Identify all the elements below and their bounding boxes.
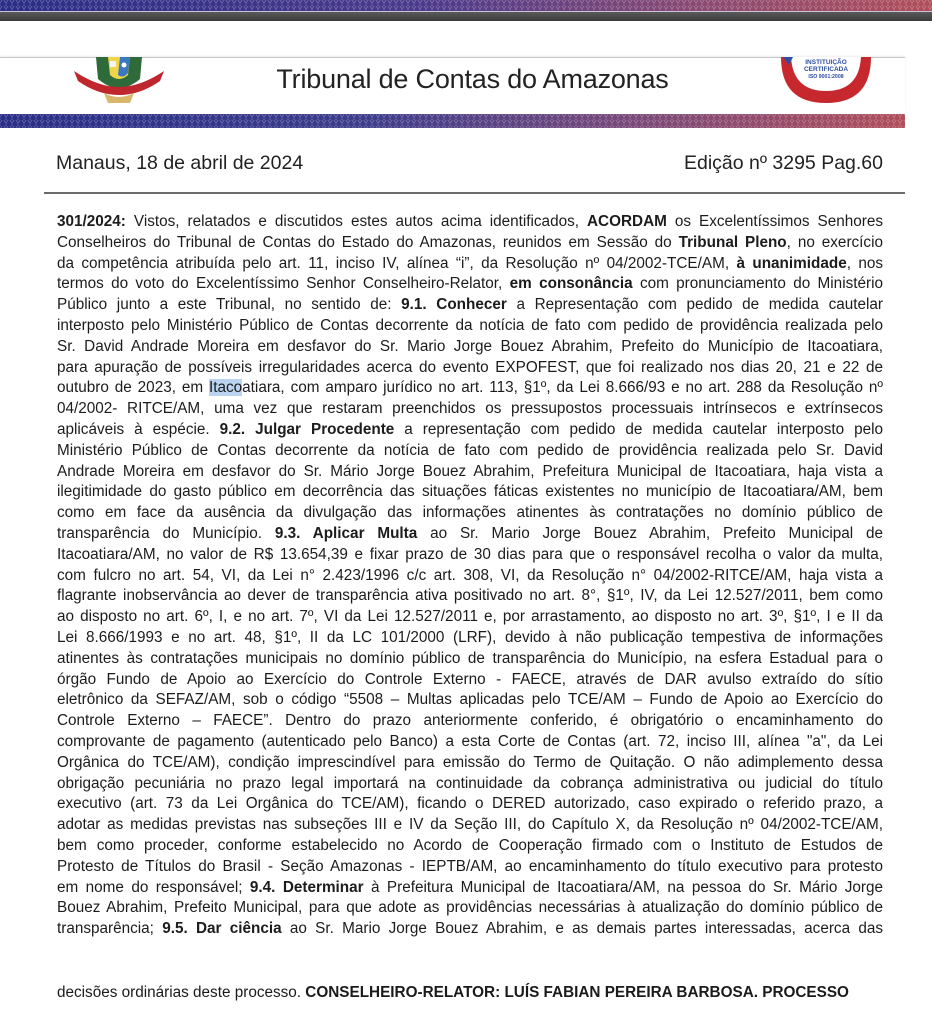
seal-text-1: INSTITUIÇÃO — [805, 59, 847, 66]
bold-text-run: 9.3. Aplicar Multa — [274, 524, 418, 542]
text-run: Sr. David Andrade Moreira em desfavor do Sr. Mario Jorge Bouez Abrahim, Prefeito do Município de Itacoatiara, — [57, 337, 883, 355]
text-run: transparência; — [57, 920, 163, 938]
text-line — [57, 358, 883, 379]
bold-text-run: à unanimidade — [736, 254, 847, 272]
text-run: Vistos, relatados e discutidos estes autos acima identificados, — [125, 213, 587, 230]
text-run: Lei 8.666/1993 e no art. 48, §1º, II da LC 101/2000 (LRF), devido à não publicação tempestiva de informações — [57, 628, 883, 646]
seal-text-2: CERTIFICADA — [803, 66, 849, 73]
text-line — [57, 462, 883, 483]
text-run: interposto pelo Ministério Público de Contas decorrente da notícia de fato com pedido de providência realizada pelo — [57, 316, 883, 334]
text-line — [57, 670, 883, 691]
text-line — [57, 337, 883, 358]
chevron-pattern — [0, 0, 932, 11]
top-decorative-band — [0, 0, 932, 11]
text-line — [57, 898, 883, 919]
text-line — [57, 836, 883, 857]
text-run: da competência atribuída pelo art. 11, inciso IV, alínea “i”, da Resolução nº 04/2002-TCE/AM, — [57, 254, 737, 272]
bold-text-run: Tribunal Pleno — [678, 233, 787, 251]
text-run: eletrônico da SEFAZ/AM, sob o código “5508 – Multas aplicadas pelo TCE/AM – Fundo de Apoio ao Exercício do — [57, 691, 883, 709]
text-run: ao Sr. Mario Jorge Bouez Abrahim, Prefeito Municipal de — [417, 524, 883, 542]
text-line — [57, 566, 883, 587]
text-line — [57, 649, 883, 670]
text-run: Controle Externo – FAECE”. Dentro do prazo anteriormente conferido, é obrigatório o encaminhamento do — [57, 712, 883, 730]
text-run: executivo (art. 73 da Lei Orgânica do TCE/AM), ficando o DERED autorizado, caso expirado o referido prazo, a — [57, 795, 883, 813]
text-run: Ministério Público de Contas decorrente da notícia de fato com pedido de providência realizada pelo Sr. David — [57, 441, 883, 459]
bold-text-run: 9.5. Dar ciência — [162, 920, 282, 938]
acordao-body-text — [57, 212, 883, 940]
text-run: atiara, com amparo jurídico no art. 113, §1º, da Lei 8.666/93 e no art. 288 da Resolução nº — [242, 379, 884, 397]
text-run: comprovante de pagamento (autenticado pelo Banco) a esta Corte de Contas (art. 72, inciso III, alínea "a", da Lei — [57, 732, 883, 750]
text-line — [57, 815, 883, 836]
text-run: ao disposto no art. 6º, I, e no art. 7º, VI da Lei 12.527/2011 e, por arrastamento, ao disposto no art. 3º, §1º, I e II da — [57, 608, 883, 626]
bold-text-run: 9.1. Conhecer — [401, 296, 507, 314]
text-run: flagrante inobservância ao dever de transparência ativa positivado no art. 8°, §1º, IV, da Lei 12.527/2011, bem como — [57, 587, 883, 605]
text-run: Público junto a este Tribunal, no sentido de: — [57, 296, 402, 314]
text-run: para apuração de possíveis irregularidades acerca do evento EXPOFEST, que foi realizado nos dias 20, 21 e 22 de — [57, 358, 883, 376]
text-line — [57, 607, 883, 628]
text-line — [57, 295, 883, 316]
text-line — [57, 857, 883, 878]
header-title: Tribunal de Contas do Amazonas — [276, 64, 669, 94]
text-line — [57, 274, 883, 295]
bold-text-run: ACORDAM — [586, 213, 667, 230]
seal-text-3: ISO 9001:2008 — [808, 74, 844, 80]
text-line — [57, 794, 883, 815]
text-run: termos do voto do Excelentíssimo Senhor Conselheiro-Relator, — [57, 275, 510, 293]
text-run: como em face da ausência da divulgação das informações atinentes às contratações no domínio público de — [57, 504, 883, 522]
text-line — [57, 628, 883, 649]
text-run: , no exercício — [786, 233, 883, 251]
text-run: órgão Fundo de Apoio ao Exercício do Controle Externo - FAECE, através de DAR avulso extraído do sítio — [57, 670, 883, 688]
text-line — [57, 378, 883, 399]
text-line — [57, 399, 883, 420]
iso-certified-seal — [777, 57, 875, 103]
text-run: Itacoatiara/AM, no valor de R$ 13.654,39 e fixar prazo de 30 dias para que o responsável recolha o valor da multa, — [57, 545, 883, 563]
text-line — [57, 545, 883, 566]
text-run: os Excelentíssimos Senhores — [666, 213, 883, 230]
text-line — [57, 441, 883, 462]
chevron-pattern — [0, 114, 905, 128]
text-line — [57, 524, 883, 545]
text-run: à Prefeitura Municipal de Itacoatiara/AM, na pessoa do Sr. Mário Jorge — [363, 878, 884, 896]
text-line — [57, 212, 883, 233]
bold-text-run: 9.2. Julgar Procedente — [219, 420, 395, 438]
text-run: Bouez Abrahim, Prefeito Municipal, para que adote as providências necessárias à atualização do domínio público de — [57, 899, 883, 917]
text-run: 04/2002- RITCE/AM, uma vez que restaram preenchidos os pressupostos processuais intrínsecos e extrínsecos — [57, 400, 883, 418]
text-line — [57, 233, 883, 254]
text-run: Protesto de Títulos do Brasil - Seção Amazonas - IEPTB/AM, ao encaminhamento do título executivo para protesto — [57, 857, 883, 875]
header-divider — [44, 192, 905, 194]
text-run: ilegitimidade do gasto público em decorrência das situações fáticas existentes no município de Itacoatiara/AM, bem — [57, 483, 883, 501]
text-run: obrigação pecuniária no prazo legal importará na continuidade da cobrança administrativa ou judicial do título — [57, 774, 883, 792]
text-line — [57, 503, 883, 524]
text-line — [57, 919, 883, 940]
selected-text-run[interactable]: Itaco — [209, 379, 243, 397]
text-line — [57, 482, 883, 503]
text-run: Conselheiros do Tribunal de Contas do Estado do Amazonas, reunidos em Sessão do — [57, 233, 679, 251]
cutoff-text — [57, 983, 883, 1004]
text-line — [57, 711, 883, 732]
bold-text-run: 9.4. Determinar — [249, 878, 364, 896]
text-run: decisões ordinárias deste processo. — [57, 984, 306, 1001]
text-run: com pronunciamento do Ministério — [632, 275, 883, 293]
text-run: com fulcro no art. 54, VI, da Lei n° 2.423/1996 c/c art. 308, VI, da Resolução n° 04/2002-RITCE/AM, haja vista a — [57, 566, 883, 584]
text-run: a Representação com pedido de medida cautelar — [506, 296, 883, 314]
bold-text-run: CONSELHEIRO-RELATOR: LUÍS FABIAN PEREIRA BARBOSA. PROCESSO — [305, 984, 849, 1001]
text-run: Andrade Moreira em desfavor do Sr. Mário Jorge Bouez Abrahim, Prefeitura Municipal de Itacoatiara, haja vista a — [57, 462, 883, 480]
text-run: em nome do responsável; — [57, 878, 250, 896]
edition-meta-row — [56, 152, 883, 182]
text-line — [57, 254, 883, 275]
bold-text-run: em consonância — [509, 275, 633, 293]
header-decorative-band — [0, 114, 905, 128]
text-run: bem como proceder, conforme estabelecido no Acordo de Cooperação firmado com o Instituto de Estudos de — [57, 836, 883, 854]
publication-date: Manaus, 18 de abril de 2024 — [56, 152, 304, 174]
text-line — [57, 878, 883, 899]
text-run: , nos — [846, 254, 883, 272]
text-run: outubro de 2023, em — [57, 379, 209, 397]
text-line — [57, 586, 883, 607]
text-run: ao Sr. Mario Jorge Bouez Abrahim, e as demais partes interessadas, acerca das — [281, 920, 883, 938]
text-run: aplicáveis à espécie. — [57, 420, 220, 438]
edition-page-number: Edição nº 3295 Pag.60 — [683, 152, 883, 174]
text-line — [57, 753, 883, 774]
cutoff-text-line — [57, 984, 883, 1004]
text-line — [57, 420, 883, 441]
text-line — [57, 774, 883, 795]
text-line — [57, 732, 883, 753]
text-run: atinentes às contratações municipais no domínio público de transparência do Município, na esfera Estadual para o — [57, 649, 883, 667]
bold-text-run: 301/2024: — [57, 213, 126, 230]
top-dark-strip — [0, 11, 932, 21]
text-run: adotar as medidas previstas nas subseções III e IV da Seção III, do Capítulo X, da Resolução nº 04/2002-TCE/AM, — [57, 816, 883, 834]
text-line — [57, 690, 883, 711]
text-line — [57, 316, 883, 337]
text-run: transparência do Município. — [57, 524, 275, 542]
text-run: a representação com pedido de medida cautelar interposto pelo — [394, 420, 884, 438]
text-run: Orgânica do TCE/AM), condição imprescindível para emissão do Termo de Quitação. O não adimplemento dessa — [57, 753, 883, 771]
